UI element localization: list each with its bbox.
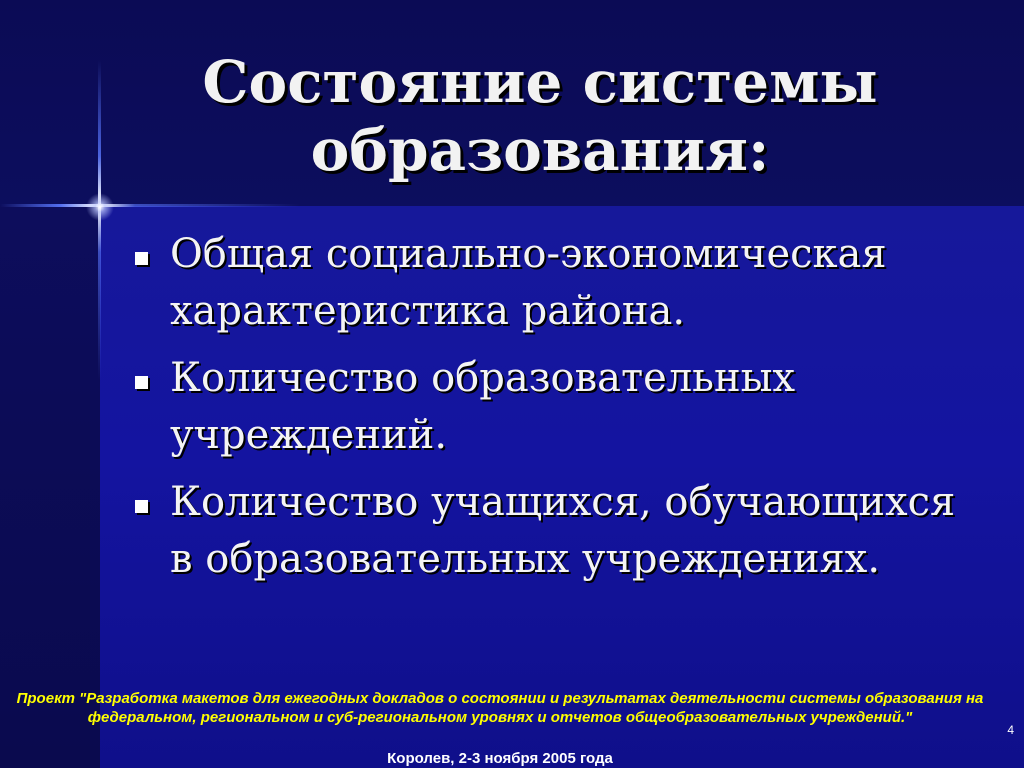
bullet-item [132, 474, 982, 588]
left-decor-strip [0, 206, 100, 768]
footer-place-date: Королев, 2-3 ноября 2005 года [387, 750, 613, 767]
square-bullet-icon [135, 252, 148, 265]
light-streak-horizontal [0, 204, 300, 207]
footer-project-text: Проект "Разработка макетов для ежегодных докладов о состоянии и результатах деятельности системы образования на федеральном, региональном и суб-региональном уровнях и отчетов общеобразовательных учреждений." [16, 690, 984, 726]
bullet-text: Количество образовательных учреждений. [170, 355, 795, 458]
square-bullet-icon [135, 376, 148, 389]
bullet-text: Общая социально-экономическая характеристика района. [170, 231, 887, 334]
slide-title: Состояние системы образования: [202, 48, 878, 184]
bullet-item [132, 226, 982, 340]
bullet-item [132, 350, 982, 464]
page-number: 4 [1007, 723, 1014, 737]
sparkle-icon [86, 193, 114, 221]
bullet-text: Количество учащихся, обучающихся в образовательных учреждениях. [170, 479, 956, 582]
bullet-list [132, 226, 982, 598]
square-bullet-icon [135, 500, 148, 513]
